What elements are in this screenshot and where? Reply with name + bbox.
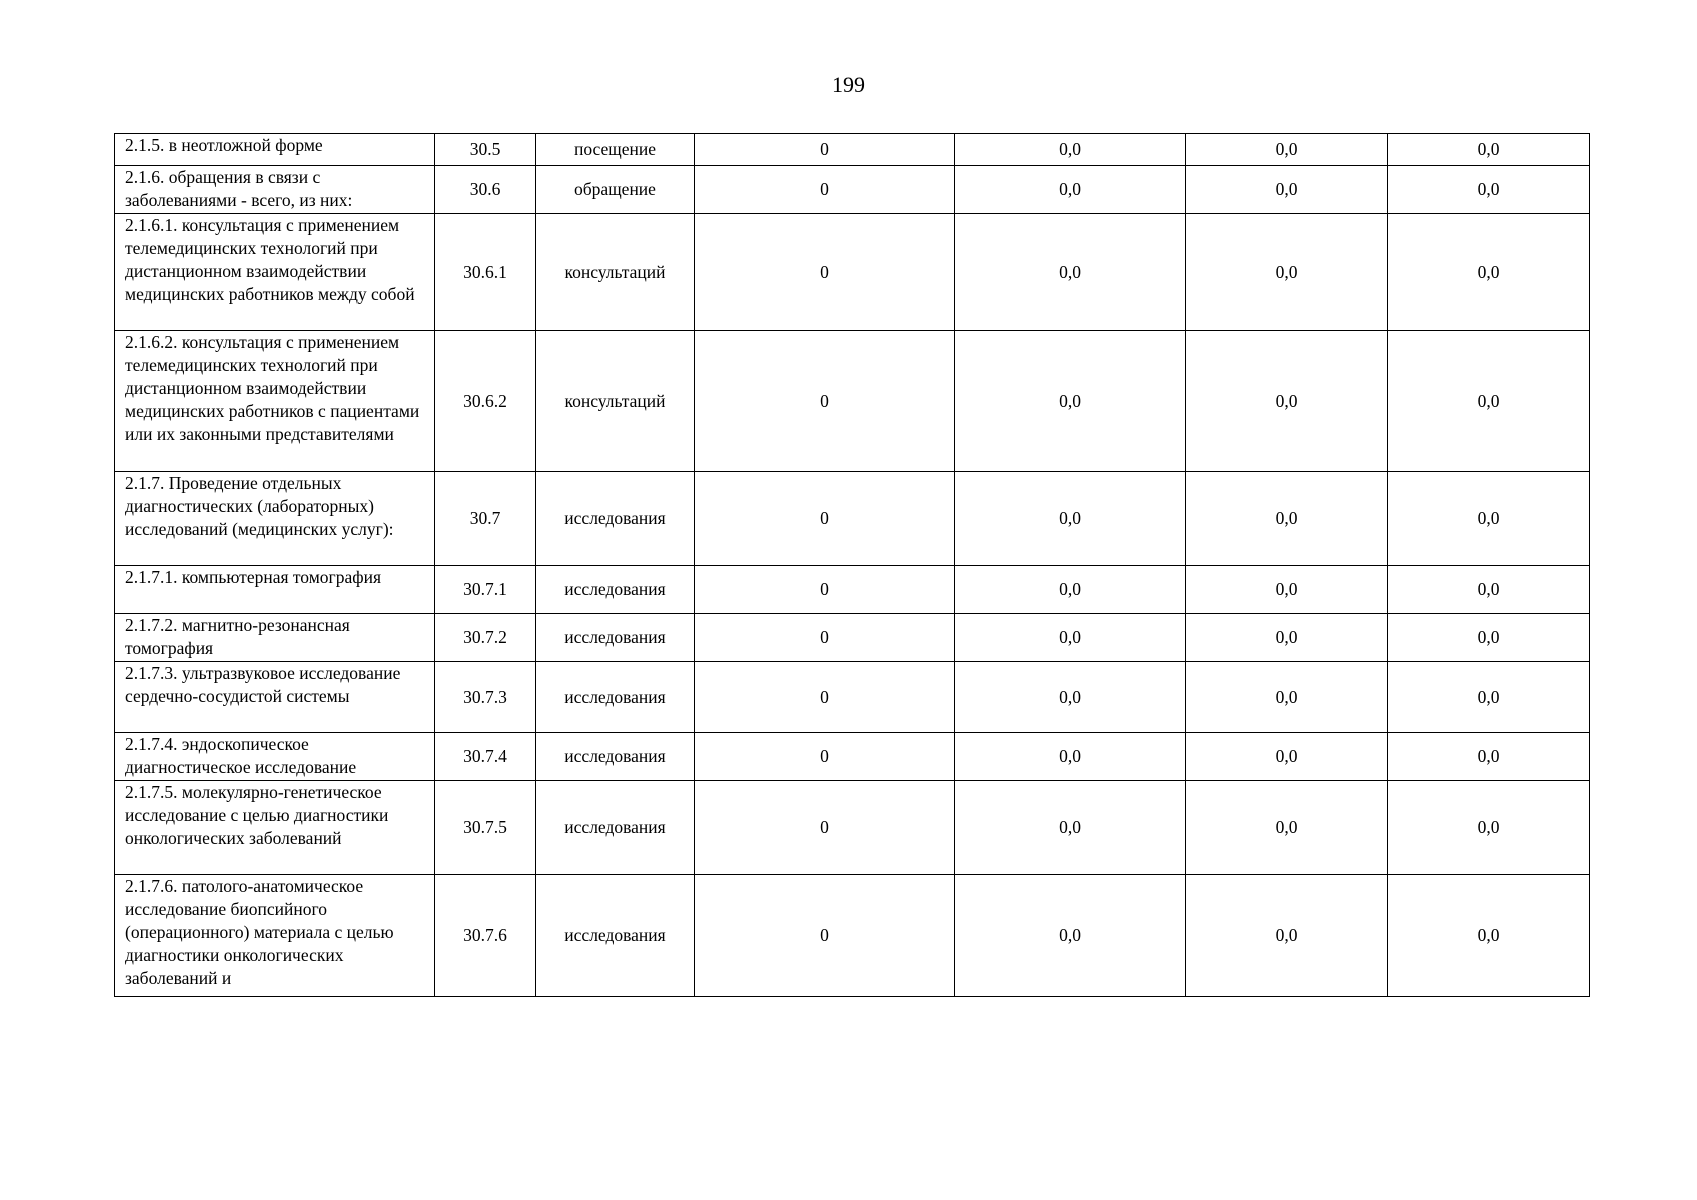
row-unit-cell: консультаций [536,214,695,331]
row-value-3-cell: 0,0 [1186,331,1388,472]
row-unit-cell: исследования [536,781,695,875]
row-code-cell: 30.7.4 [435,733,536,781]
row-value-4-cell: 0,0 [1388,781,1590,875]
table-row [115,166,1590,214]
row-value-2-cell: 0,0 [955,214,1186,331]
table-row [115,331,1590,472]
row-value-4-cell: 0,0 [1388,214,1590,331]
row-value-2-cell: 0,0 [955,472,1186,566]
table-row [115,662,1590,733]
row-value-2-cell: 0,0 [955,662,1186,733]
row-value-3-cell: 0,0 [1186,166,1388,214]
table-row [115,566,1590,614]
row-unit-cell: исследования [536,472,695,566]
row-name-cell: 2.1.6. обращения в связи с заболеваниями - всего, из них: [115,166,435,214]
row-value-4-cell: 0,0 [1388,472,1590,566]
row-value-3-cell: 0,0 [1186,733,1388,781]
row-value-1-cell: 0 [695,781,955,875]
row-code-cell: 30.6 [435,166,536,214]
table-row [115,614,1590,662]
row-value-1-cell: 0 [695,733,955,781]
row-code-cell: 30.6.2 [435,331,536,472]
row-code-cell: 30.7.1 [435,566,536,614]
row-value-1-cell: 0 [695,875,955,997]
row-value-4-cell: 0,0 [1388,331,1590,472]
row-value-3-cell: 0,0 [1186,875,1388,997]
row-value-4-cell: 0,0 [1388,875,1590,997]
row-value-1-cell: 0 [695,214,955,331]
row-code-cell: 30.7.2 [435,614,536,662]
row-value-2-cell: 0,0 [955,134,1186,166]
row-name-cell: 2.1.7.3. ультразвуковое исследование сердечно-сосудистой системы [115,662,435,733]
row-value-1-cell: 0 [695,662,955,733]
row-unit-cell: исследования [536,875,695,997]
row-code-cell: 30.6.1 [435,214,536,331]
row-code-cell: 30.7.6 [435,875,536,997]
row-value-1-cell: 0 [695,134,955,166]
table-row [115,733,1590,781]
row-value-3-cell: 0,0 [1186,472,1388,566]
row-unit-cell: исследования [536,566,695,614]
row-value-1-cell: 0 [695,331,955,472]
row-unit-cell: обращение [536,166,695,214]
row-unit-cell: консультаций [536,331,695,472]
row-value-1-cell: 0 [695,566,955,614]
row-value-3-cell: 0,0 [1186,134,1388,166]
row-value-3-cell: 0,0 [1186,662,1388,733]
row-value-2-cell: 0,0 [955,166,1186,214]
row-value-3-cell: 0,0 [1186,566,1388,614]
row-value-4-cell: 0,0 [1388,134,1590,166]
table-row [115,134,1590,166]
row-unit-cell: исследования [536,614,695,662]
row-value-4-cell: 0,0 [1388,166,1590,214]
row-value-2-cell: 0,0 [955,566,1186,614]
table-row [115,875,1590,997]
row-value-2-cell: 0,0 [955,875,1186,997]
row-name-cell: 2.1.7.1. компьютерная томография [115,566,435,614]
table-row [115,472,1590,566]
table-row [115,214,1590,331]
row-value-3-cell: 0,0 [1186,781,1388,875]
row-name-cell: 2.1.6.1. консультация с применением телемедицинских технологий при дистанционном взаимодействии медицинских работников между собой [115,214,435,331]
row-value-4-cell: 0,0 [1388,614,1590,662]
table-row [115,781,1590,875]
page-number: 199 [832,72,865,97]
row-value-2-cell: 0,0 [955,331,1186,472]
row-value-2-cell: 0,0 [955,614,1186,662]
row-name-cell: 2.1.7.4. эндоскопическое диагностическое исследование [115,733,435,781]
row-value-1-cell: 0 [695,166,955,214]
row-code-cell: 30.5 [435,134,536,166]
row-name-cell: 2.1.7.2. магнитно-резонансная томография [115,614,435,662]
row-name-cell: 2.1.7.5. молекулярно-генетическое исследование с целью диагностики онкологических заболеваний [115,781,435,875]
row-value-1-cell: 0 [695,614,955,662]
data-table [114,133,1590,997]
row-code-cell: 30.7.5 [435,781,536,875]
row-code-cell: 30.7 [435,472,536,566]
row-value-2-cell: 0,0 [955,781,1186,875]
row-name-cell: 2.1.7. Проведение отдельных диагностических (лабораторных) исследований (медицинских услуг): [115,472,435,566]
row-name-cell: 2.1.5. в неотложной форме [115,134,435,166]
row-value-4-cell: 0,0 [1388,566,1590,614]
row-value-3-cell: 0,0 [1186,214,1388,331]
row-value-2-cell: 0,0 [955,733,1186,781]
row-unit-cell: исследования [536,662,695,733]
row-value-4-cell: 0,0 [1388,733,1590,781]
row-value-4-cell: 0,0 [1388,662,1590,733]
row-value-3-cell: 0,0 [1186,614,1388,662]
row-code-cell: 30.7.3 [435,662,536,733]
row-unit-cell: исследования [536,733,695,781]
row-unit-cell: посещение [536,134,695,166]
row-name-cell: 2.1.6.2. консультация с применением телемедицинских технологий при дистанционном взаимодействии медицинских работников с пациентами или их законными представителями [115,331,435,472]
row-name-cell: 2.1.7.6. патолого-анатомическое исследование биопсийного (операционного) материала с целью диагностики онкологических заболеваний и [115,875,435,997]
row-value-1-cell: 0 [695,472,955,566]
